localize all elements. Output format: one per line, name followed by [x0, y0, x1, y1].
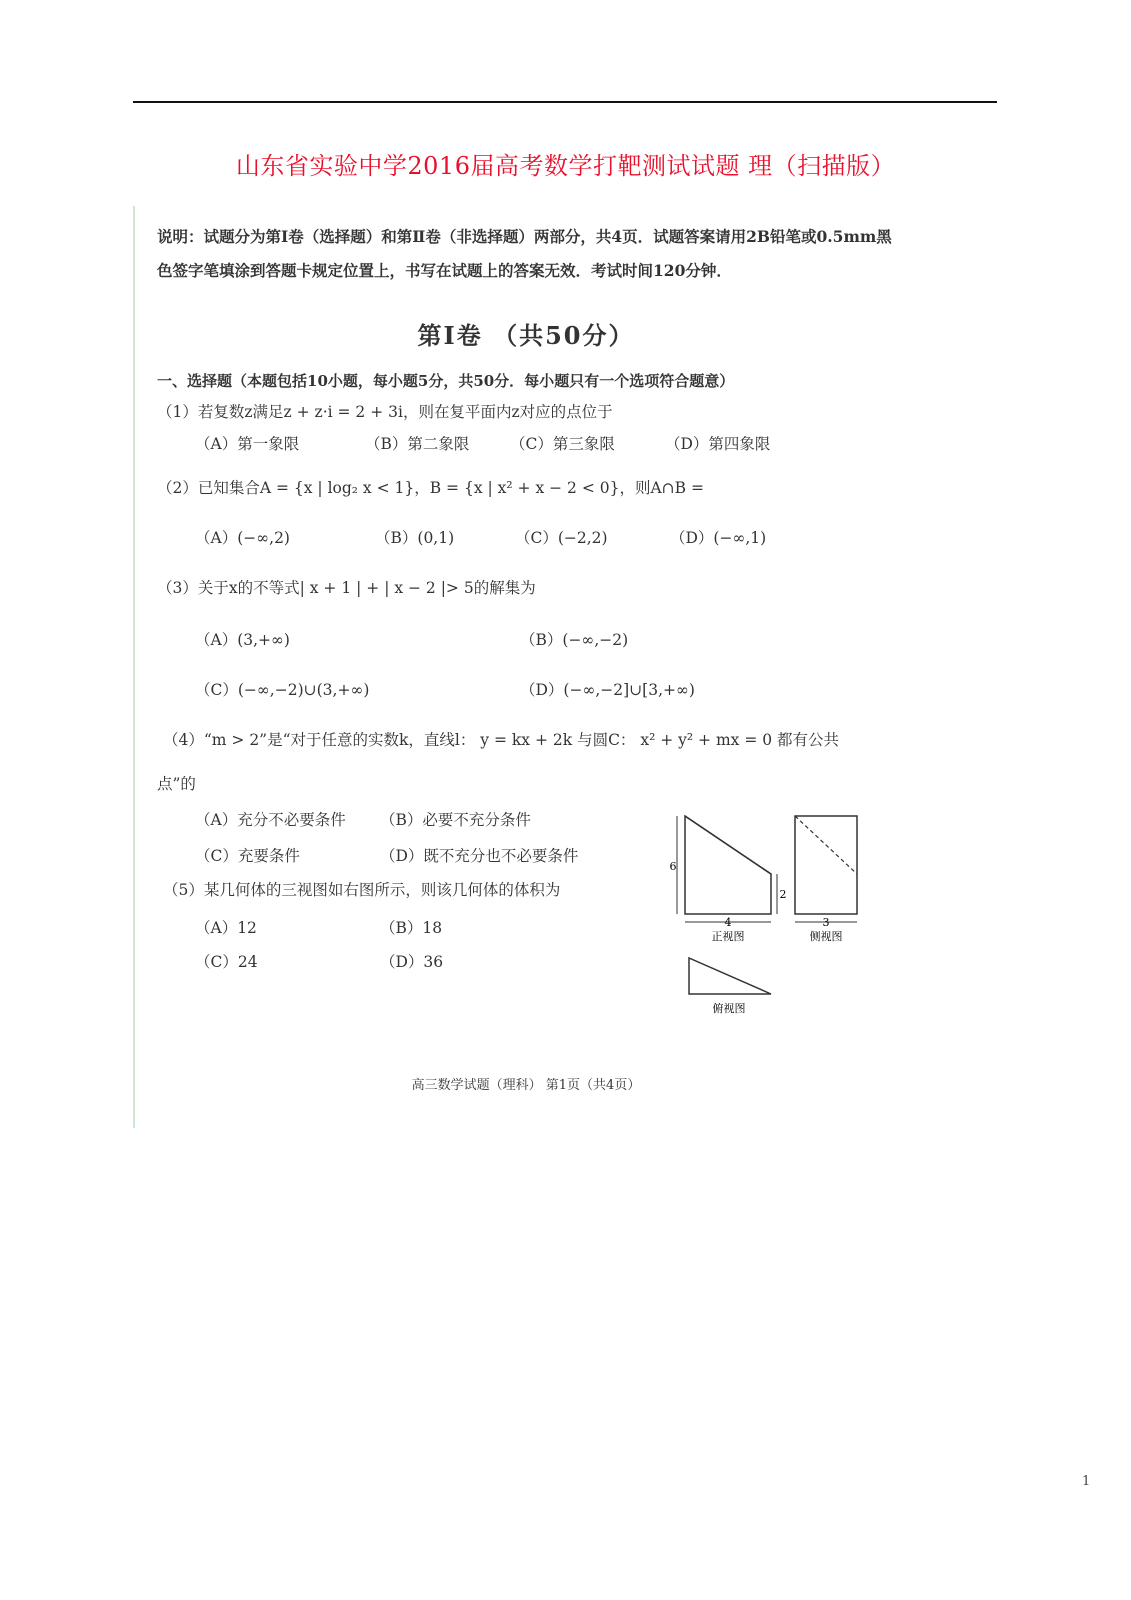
question-3-stem: （3）关于x的不等式| x + 1 | + | x − 2 |> 5的解集为	[157, 579, 536, 597]
three-view-figure	[665, 806, 895, 1030]
question-4-option-c: （C）充要条件	[195, 847, 300, 865]
question-3-option-d: （D）(−∞,−2]∪[3,+∞)	[520, 681, 695, 699]
question-3-option-a: （A）(3,+∞)	[195, 631, 290, 649]
document-title: 山东省实验中学2016届高考数学打靶测试试题 理（扫描版）	[235, 152, 896, 180]
question-5-option-d: （D）36	[380, 953, 444, 971]
question-2-stem: （2）已知集合A = {x | log₂ x < 1}，B = {x | x² + x − 2 < 0}，则A∩B =	[157, 479, 704, 497]
question-4-option-b: （B）必要不充分条件	[380, 811, 531, 829]
question-4-option-d: （D）既不充分也不必要条件	[380, 847, 579, 865]
volume-title: 第Ⅰ卷 （共50分）	[417, 321, 635, 350]
question-2-option-c: （C）(−2,2)	[515, 529, 608, 547]
question-5-option-a: （A）12	[195, 919, 257, 937]
question-1-option-c: （C）第三象限	[510, 435, 615, 453]
question-5-stem: （5）某几何体的三视图如右图所示，则该几何体的体积为	[163, 881, 561, 899]
exam-instructions: 说明：试题分为第Ⅰ卷（选择题）和第Ⅱ卷（非选择题）两部分，共4页．试题答案请用2B铅笔或0.5mm黑色签字笔填涂到答题卡规定位置上，书写在试题上的答案无效．考试时间120分钟．	[157, 227, 892, 280]
question-5-option-b: （B）18	[380, 919, 443, 937]
page-footer: 高三数学试题（理科） 第1页（共4页）	[411, 1078, 641, 1093]
top-view-shape	[689, 958, 771, 994]
top-view-label: 俯视图	[712, 1002, 746, 1015]
header-rule	[133, 101, 997, 103]
three-view-drawing	[665, 806, 895, 1026]
question-1-stem: （1）若复数z满足z + z·i = 2 + 3i，则在复平面内z对应的点位于	[157, 403, 613, 421]
scanned-exam-page	[133, 206, 915, 1128]
question-3-option-b: （B）(−∞,−2)	[520, 631, 629, 649]
front-small-height-label: 2	[779, 888, 787, 901]
front-view-label: 正视图	[711, 930, 745, 943]
question-1-option-b: （B）第二象限	[365, 435, 470, 453]
question-1-option-d: （D）第四象限	[665, 435, 771, 453]
question-2-option-b: （B）(0,1)	[375, 529, 455, 547]
front-height-label: 6	[669, 860, 677, 873]
question-5-option-c: （C）24	[195, 953, 258, 971]
question-2-option-d: （D）(−∞,1)	[670, 529, 767, 547]
page-number: 1	[1082, 1474, 1091, 1489]
question-1-option-a: （A）第一象限	[195, 435, 300, 453]
question-3-option-c: （C）(−∞,−2)∪(3,+∞)	[195, 681, 370, 699]
question-4-stem-continued: 点”的	[157, 775, 196, 793]
section-heading: 一、选择题（本题包括10小题，每小题5分，共50分．每小题只有一个选项符合题意）	[157, 372, 735, 390]
question-4-stem: （4）“m > 2”是“对于任意的实数k，直线l： y = kx + 2k 与圆C： x² + y² + mx = 0 都有公共	[163, 731, 840, 749]
question-2-option-a: （A）(−∞,2)	[195, 529, 290, 547]
side-width-label: 3	[822, 916, 830, 929]
question-4-option-a: （A）充分不必要条件	[195, 811, 346, 829]
front-width-label: 4	[724, 916, 732, 929]
side-view-label: 侧视图	[809, 930, 843, 943]
